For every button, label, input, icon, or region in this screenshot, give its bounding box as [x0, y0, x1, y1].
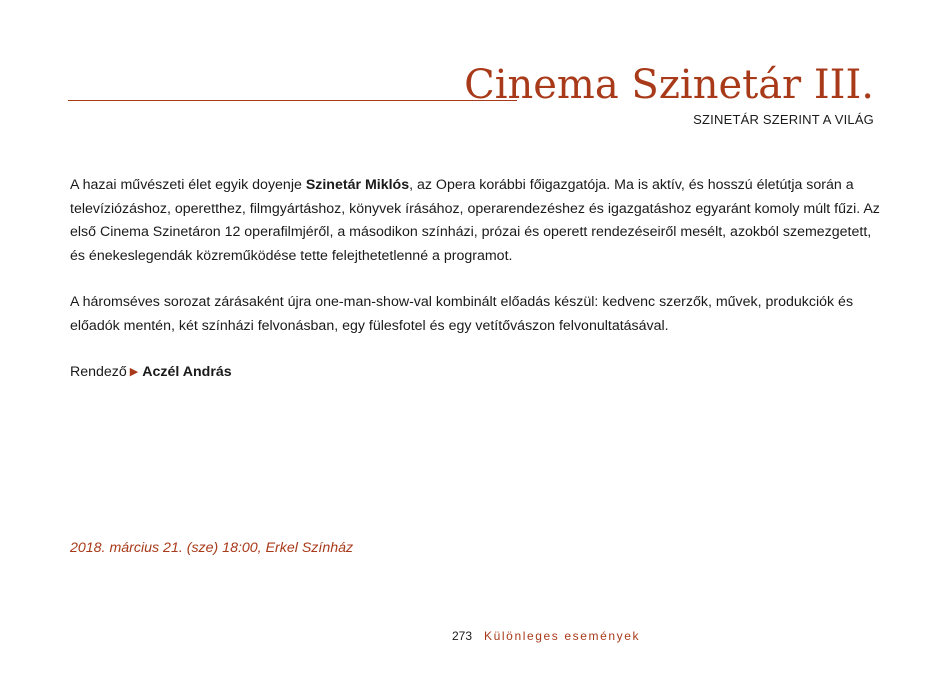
- page-number: 273: [452, 629, 473, 643]
- body-text: [70, 174, 880, 338]
- title-rule: [68, 100, 517, 101]
- triangle-arrow-icon: ▶: [129, 366, 139, 378]
- director-name: Aczél András: [142, 364, 232, 380]
- person-name-highlight: Szinetár Miklós: [305, 177, 410, 193]
- page-subtitle: SZINETÁR SZERINT A VILÁG: [693, 112, 874, 127]
- intro-text-start: A hazai művészeti élet egyik doyenje: [70, 177, 306, 193]
- director-label: Rendező: [70, 364, 127, 380]
- page-title: Cinema Szinetár III.: [464, 62, 874, 108]
- event-date: 2018. március 21. (sze) 18:00, Erkel Színház: [70, 540, 354, 556]
- intro-text-end: , az Opera korábbi főigazgatója. Ma is aktív, és hosszú életútja során a televíziózáshoz, operetthez, filmgyártáshoz, könyvek írásához, operarendezéshez és igazgatáshoz egyaránt komoly múlt fűzi. Az első Cinema Szinetáron 12 operafilmjéről, a másodikon színházi, prózai és operett rendezéseiről mesélt, azokból szemezgetett, és énekeslegendák közreműködése tette felejthetetlenné a programot.: [70, 177, 880, 264]
- section-name: Különleges események: [484, 629, 641, 643]
- paragraph-intro: [70, 174, 880, 268]
- paragraph-closing: A háromséves sorozat zárásaként újra one-man-show-val kombinált előadás készül: kedvenc szerzők, művek, produkciók és előadók mentén, két színházi felvonásban, egy fülesfotel és egy vetítővászon felvonultatásával.: [70, 294, 854, 334]
- director-credit: [70, 361, 232, 385]
- page-footer: [452, 627, 640, 645]
